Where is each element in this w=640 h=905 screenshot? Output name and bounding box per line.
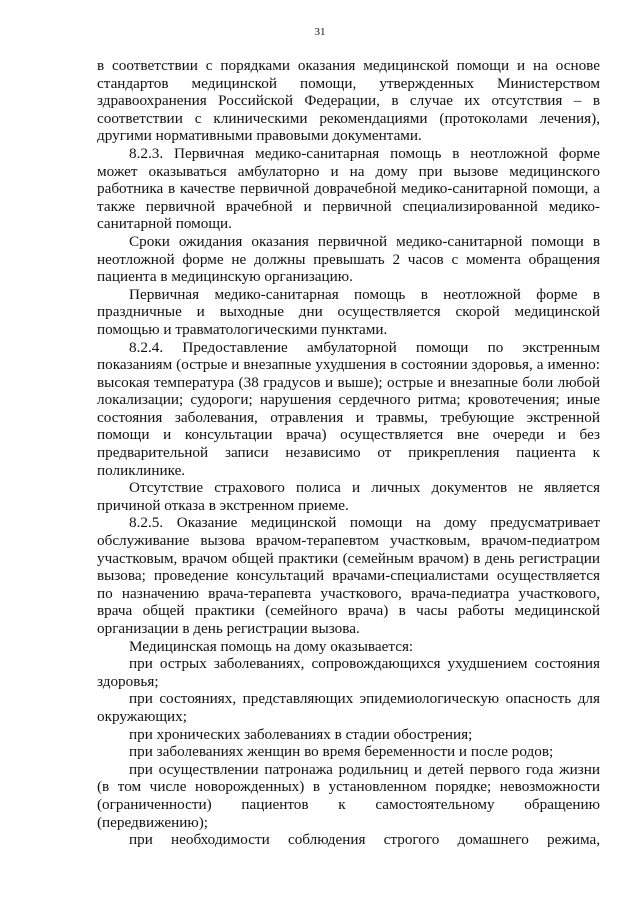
list-item-epidemiological: при состояниях, представляющих эпидемиологическую опасность для окружающих; <box>97 690 600 725</box>
paragraph-waiting-time: Сроки ожидания оказания первичной медико-санитарной помощи в неотложной форме не должны превышать 2 часов с момента обращения пациента в медицинскую организацию. <box>97 232 600 286</box>
paragraph-holidays: Первичная медико-санитарная помощь в неотложной форме в праздничные и выходные дни осуществляется скорой медицинской помощью и травматологическими пунктами. <box>97 285 600 338</box>
paragraph-no-policy: Отсутствие страхового полиса и личных документов не является причиной отказа в экстренном приеме. <box>97 479 600 514</box>
paragraph-standards: в соответствии с порядками оказания медицинской помощи и на основе стандартов медицинской помощи, утвержденных Министерством здравоохранения Российской Федерации, в случае их отсутствия – в соответствии с клиническими рекомендациями (протоколами лечения), другими нормативными правовыми документами. <box>97 57 600 145</box>
paragraph-8-2-3: 8.2.3. Первичная медико-санитарная помощь в неотложной форме может оказываться амбулаторно и на дому при вызове медицинского работника в качестве первичной доврачебной медико-санитарной помощи, а также первичной врачебной и первичной специализированной медико-санитарной помощи. <box>97 144 600 233</box>
list-item-home-regime: при необходимости соблюдения строгого домашнего режима, <box>129 831 600 849</box>
paragraph-8-2-4: 8.2.4. Предоставление амбулаторной помощи по экстренным показаниям (острые и внезапные ухудшения в состоянии здоровья, а именно: высокая температура (38 градусов и выше); острые и внезапные боли любой локализации; судороги; нарушения сердечного ритма; кровотечения; иные состояния заболевания, отравления и травмы, требующие экстренной помощи и консультации врача) осуществляется вне очереди и без предварительной записи независимо от прикрепления пациента к поликлинике. <box>97 338 600 479</box>
list-item-pregnancy: при заболеваниях женщин во время беременности и после родов; <box>129 743 554 761</box>
paragraph-8-2-5: 8.2.5. Оказание медицинской помощи на дому предусматривает обслуживание вызова врачом-терапевтом участковым, врачом-педиатром участковым, врачом общей практики (семейным врачом) в день регистрации вызова; проведение консультаций врачами-специалистами осуществляется по назначению врача-терапевта участкового, врача-педиатра участкового, врача общей практики (семейного врача) в часы работы медицинской организации в день регистрации вызова. <box>97 514 600 637</box>
paragraph-home-care-intro: Медицинская помощь на дому оказывается: <box>129 637 414 655</box>
list-item-acute: при острых заболеваниях, сопровождающихся ухудшением состояния здоровья; <box>97 655 600 690</box>
list-item-chronic: при хронических заболеваниях в стадии обострения; <box>129 725 473 743</box>
body-text <box>97 57 600 849</box>
list-item-patronage: при осуществлении патронажа родильниц и детей первого года жизни (в том числе новорожденных) в установленном порядке; невозможности (ограниченности) пациентов к самостоятельному обращению (передвижению); <box>97 760 600 831</box>
page-number: 31 <box>314 26 326 38</box>
